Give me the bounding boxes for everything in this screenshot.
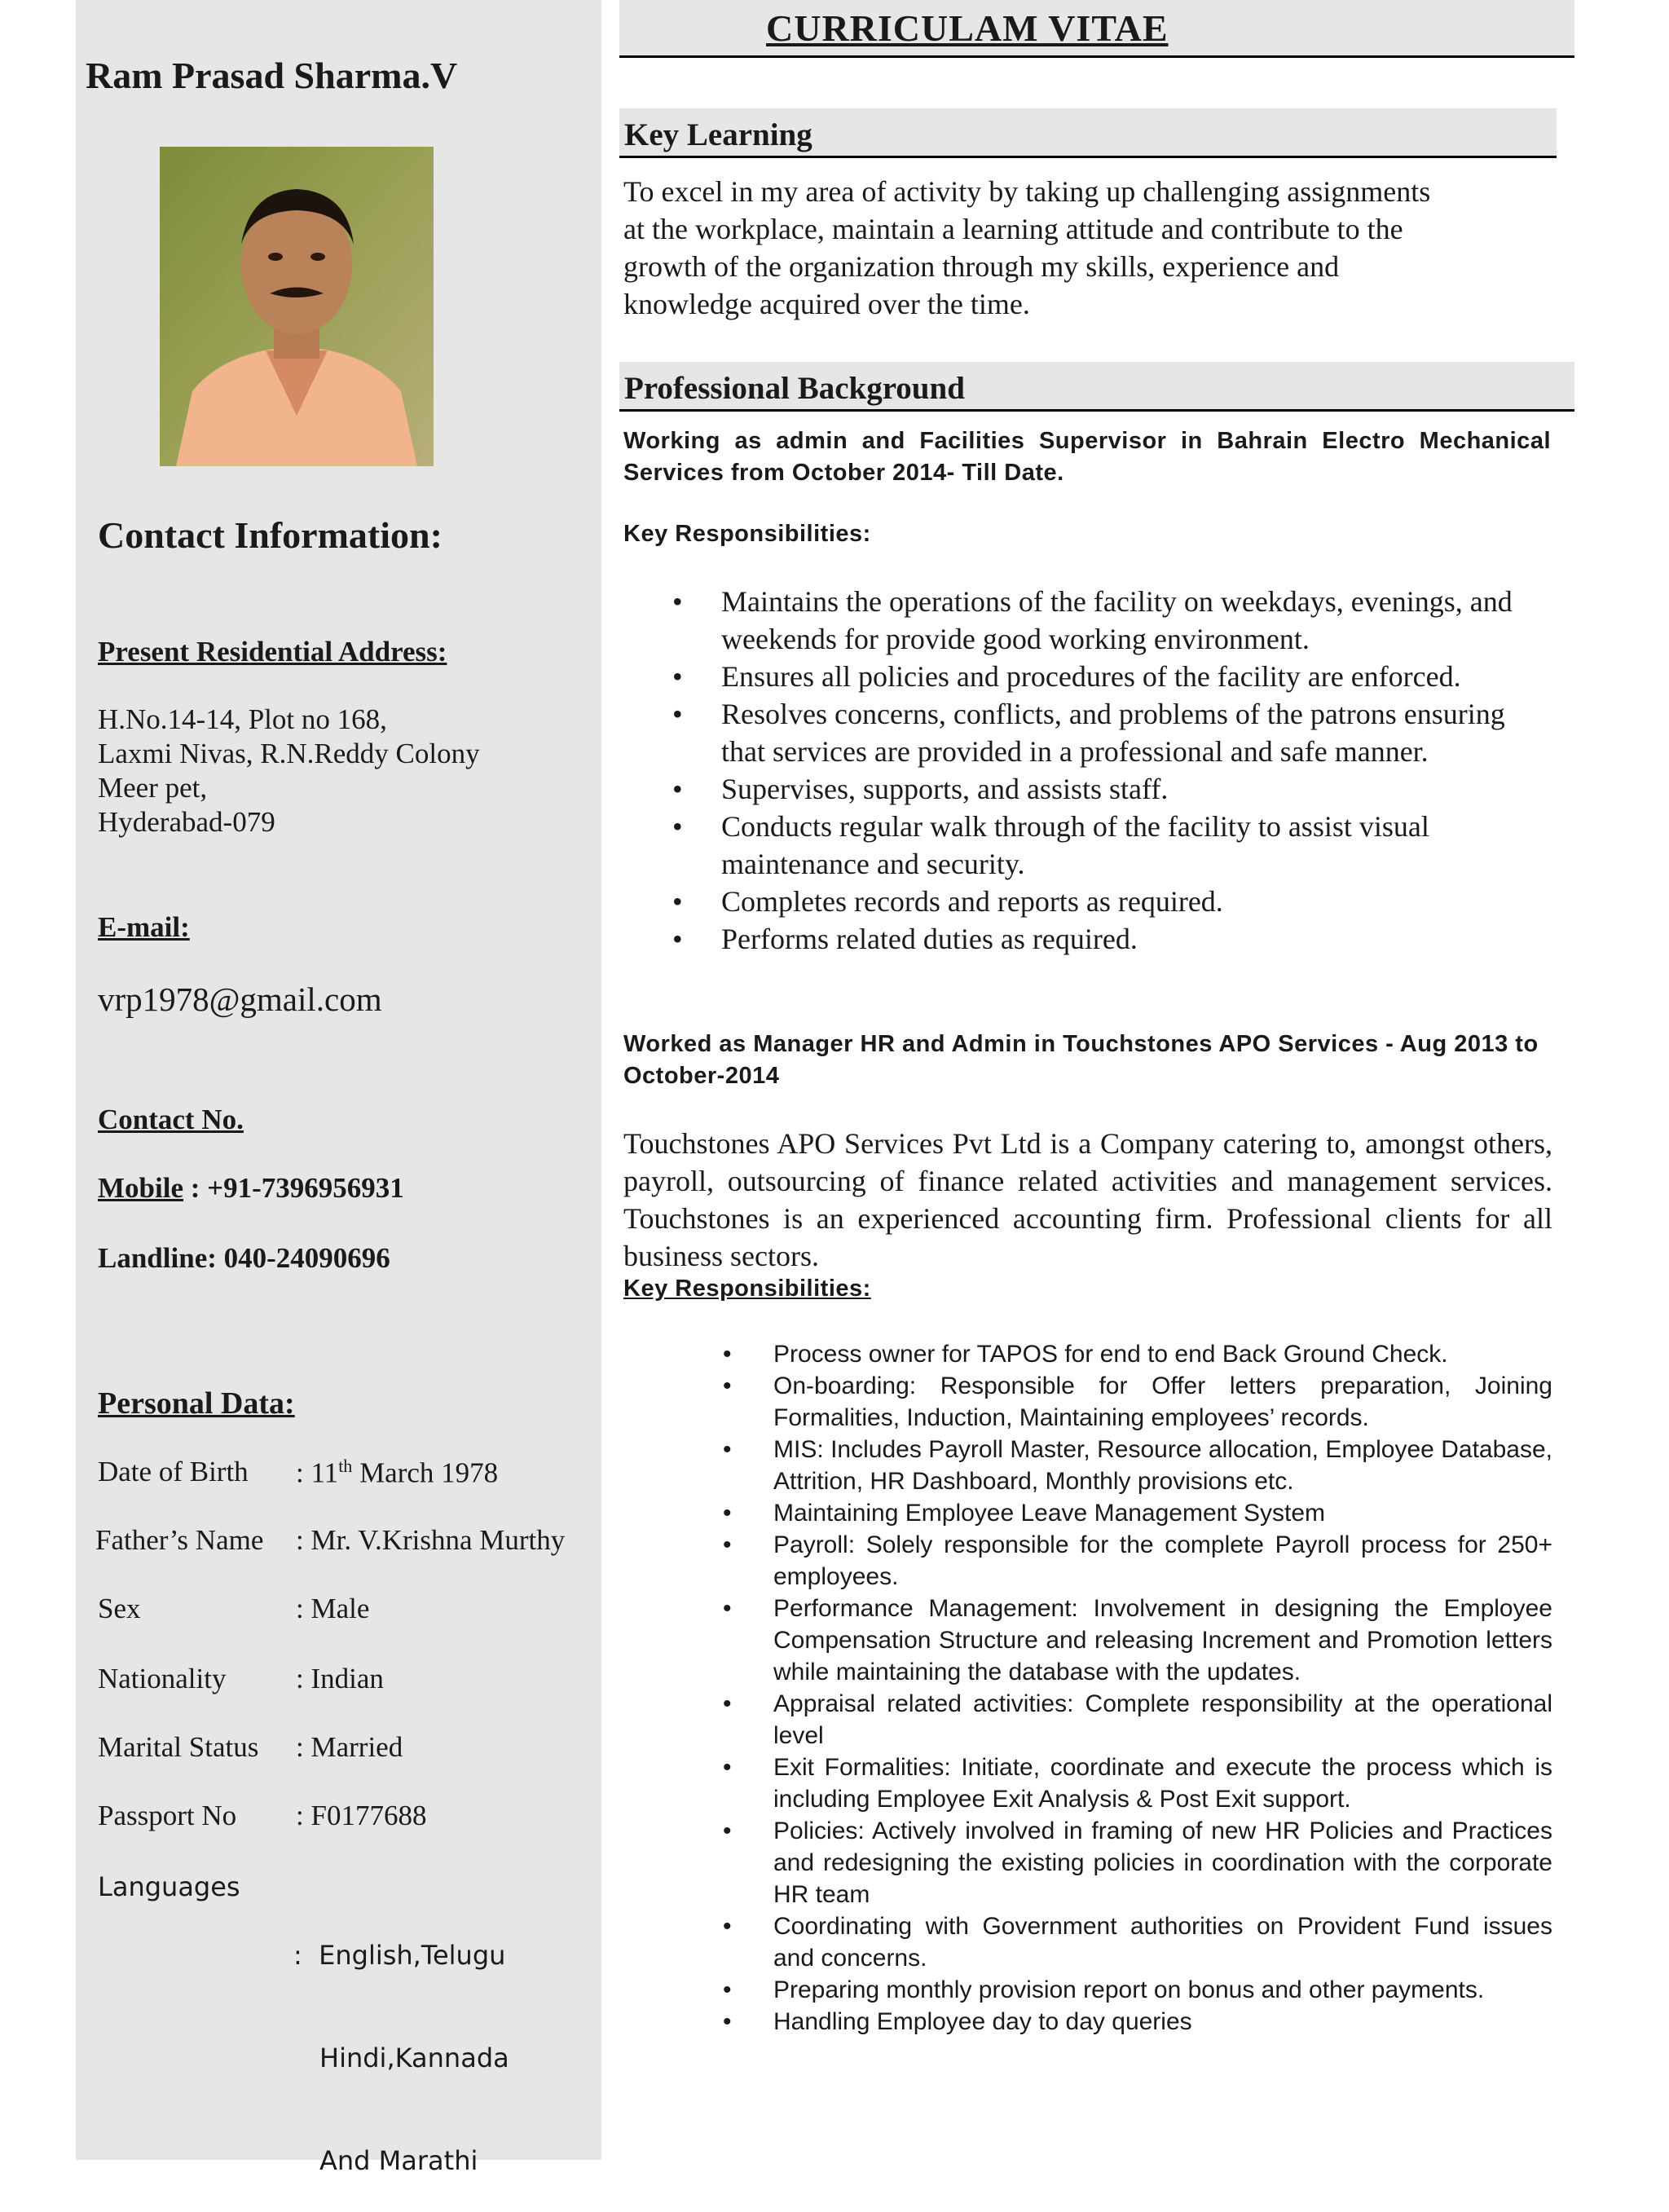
key-learning-line: knowledge acquired over the time.: [623, 288, 1030, 320]
dob-prefix: : 11: [296, 1456, 339, 1489]
sex-label: Sex: [98, 1593, 141, 1624]
list-item: • Payroll: Solely responsible for the complete Payroll process for 250+ employees.: [623, 1529, 1552, 1593]
father-value: : Mr. V.Krishna Murthy: [296, 1524, 566, 1556]
list-item: • MIS: Includes Payroll Master, Resource allocation, Employee Database, Attrition, HR Dashboard, Monthly provisions etc.: [623, 1434, 1552, 1497]
job1-title: Working as admin and Facilities Supervisor in Bahrain Electro Mechanical Services from October 2014- Till Date.: [623, 428, 1551, 486]
contact-heading: Contact Information:: [98, 514, 443, 556]
list-item: • Exit Formalities: Initiate, coordinate and execute the process which is including Employee Exit Analysis & Post Exit support.: [623, 1752, 1552, 1815]
nationality-value: : Indian: [296, 1663, 384, 1694]
bullet-icon: •: [723, 1500, 732, 1527]
bullet-icon: •: [723, 1341, 732, 1368]
list-item: • Maintains the operations of the facility on weekdays, evenings, and weekends for provide good working environment.: [623, 583, 1552, 658]
bullet-icon: •: [672, 698, 683, 730]
dob-label: Date of Birth: [98, 1456, 249, 1487]
list-item: • On-boarding: Responsible for Offer letters preparation, Joining Formalities, Induction, Maintaining employees’ records.: [623, 1370, 1552, 1434]
list-item: • Completes records and reports as required.: [623, 883, 1552, 920]
address-line: Hyderabad-079: [98, 806, 275, 838]
key-learning-heading: Key Learning: [624, 117, 812, 152]
dob-suffix: th: [338, 1456, 353, 1476]
bullet-icon: •: [672, 923, 683, 955]
bullet-icon: •: [672, 885, 683, 918]
profile-photo: [160, 147, 434, 466]
landline-label: Landline:: [98, 1242, 217, 1274]
job1-resp-label: Key Responsibilities:: [623, 521, 871, 547]
bullet-icon: •: [723, 1818, 732, 1844]
bullet-icon: •: [723, 1976, 732, 2003]
job2-title: Worked as Manager HR and Admin in Touchstones APO Services - Aug 2013 to October-2014: [623, 1031, 1539, 1089]
sex-value: : Male: [296, 1593, 370, 1624]
cv-title: CURRICULAM VITAE: [766, 7, 1169, 49]
job2-responsibilities: [623, 1338, 1552, 2038]
bullet-icon: •: [672, 810, 683, 843]
list-item: • Process owner for TAPOS for end to end Back Ground Check.: [623, 1338, 1552, 1370]
list-item: • Supervises, supports, and assists staff.: [623, 770, 1552, 808]
list-item: • Appraisal related activities: Complete responsibility at the operational level: [623, 1688, 1552, 1752]
nationality-label: Nationality: [98, 1663, 227, 1694]
list-item: • Maintaining Employee Leave Management System: [623, 1497, 1552, 1529]
bullet-icon: •: [723, 1754, 732, 1781]
list-item: • Policies: Actively involved in framing of new HR Policies and Practices and redesigning the existing policies in coordination with the corporate HR team: [623, 1815, 1552, 1910]
candidate-name: Ram Prasad Sharma.V: [86, 55, 458, 96]
list-item: • Conducts regular walk through of the facility to assist visual maintenance and security.: [623, 808, 1552, 883]
languages-label: Languages: [98, 1871, 240, 1902]
list-item: • Resolves concerns, conflicts, and problems of the patrons ensuring that services are provided in a professional and safe manner.: [623, 695, 1552, 770]
passport-value: : F0177688: [296, 1800, 427, 1831]
personal-data-heading: Personal Data:: [98, 1386, 295, 1421]
job1-responsibilities: [623, 583, 1552, 958]
bullet-icon: •: [723, 1531, 732, 1558]
bullet-icon: •: [672, 660, 683, 693]
list-item: • Preparing monthly provision report on bonus and other payments.: [623, 1974, 1552, 2006]
list-item: • Coordinating with Government authorities on Provident Fund issues and concerns.: [623, 1910, 1552, 1974]
languages-value: [293, 1870, 509, 2212]
mobile-row: [98, 1172, 404, 1205]
bullet-icon: •: [723, 2008, 732, 2035]
bullet-icon: •: [723, 1595, 732, 1622]
job2-description: Touchstones APO Services Pvt Ltd is a Company catering to, amongst others, payroll, outsourcing of finance related activities and management services. Touchstones is an experienced accounting firm. Professional clients for all business sectors.: [623, 1127, 1552, 1272]
passport-label: Passport No: [98, 1800, 237, 1831]
key-learning-line: at the workplace, maintain a learning attitude and contribute to the: [623, 213, 1403, 245]
bullet-icon: •: [723, 1690, 732, 1717]
list-item: • Ensures all policies and procedures of the facility are enforced.: [623, 658, 1552, 695]
language-line: Hindi,Kannada: [319, 2042, 509, 2073]
address-line: Meer pet,: [98, 772, 208, 804]
dob-value: [296, 1456, 498, 1490]
job2-resp-label: Key Responsibilities:: [623, 1276, 871, 1302]
professional-bar: [619, 362, 1574, 412]
key-learning-line: To excel in my area of activity by taking up challenging assignments: [623, 175, 1431, 208]
list-item: • Performs related duties as required.: [623, 920, 1552, 958]
address-line: Laxmi Nivas, R.N.Reddy Colony: [98, 738, 480, 769]
bullet-icon: •: [672, 585, 683, 618]
father-label: Father’s Name: [95, 1524, 264, 1556]
email-label: E-mail:: [98, 911, 190, 943]
email-value[interactable]: vrp1978@gmail.com: [98, 980, 382, 1018]
mobile-value[interactable]: : +91-7396956931: [190, 1172, 404, 1204]
list-item: • Performance Management: Involvement in designing the Employee Compensation Structure and releasing Increment and Promotion letters while maintaining the database with the updates.: [623, 1593, 1552, 1688]
language-line: And Marathi: [319, 2145, 478, 2176]
mobile-label: Mobile: [98, 1172, 183, 1204]
landline-value[interactable]: 040-24090696: [223, 1242, 390, 1274]
key-learning-bar: [619, 108, 1557, 158]
marital-value: : Married: [296, 1731, 403, 1763]
key-learning-text: [623, 173, 1569, 323]
key-learning-line: growth of the organization through my skills, experience and: [623, 250, 1340, 283]
bullet-icon: •: [723, 1913, 732, 1940]
cv-title-bar: [619, 0, 1574, 58]
dob-rest: March 1978: [352, 1456, 499, 1489]
bullet-icon: •: [723, 1373, 732, 1399]
language-line: : English,Telugu: [293, 1940, 506, 1971]
address-line: H.No.14-14, Plot no 168,: [98, 703, 387, 735]
address-block: [98, 703, 480, 839]
address-label: Present Residential Address:: [98, 636, 447, 668]
bullet-icon: •: [672, 773, 683, 805]
bullet-icon: •: [723, 1436, 732, 1463]
landline-row: [98, 1242, 390, 1275]
professional-heading: Professional Background: [624, 371, 965, 406]
list-item: • Handling Employee day to day queries: [623, 2006, 1552, 2038]
marital-label: Marital Status: [98, 1731, 259, 1763]
contact-no-label: Contact No.: [98, 1104, 244, 1135]
